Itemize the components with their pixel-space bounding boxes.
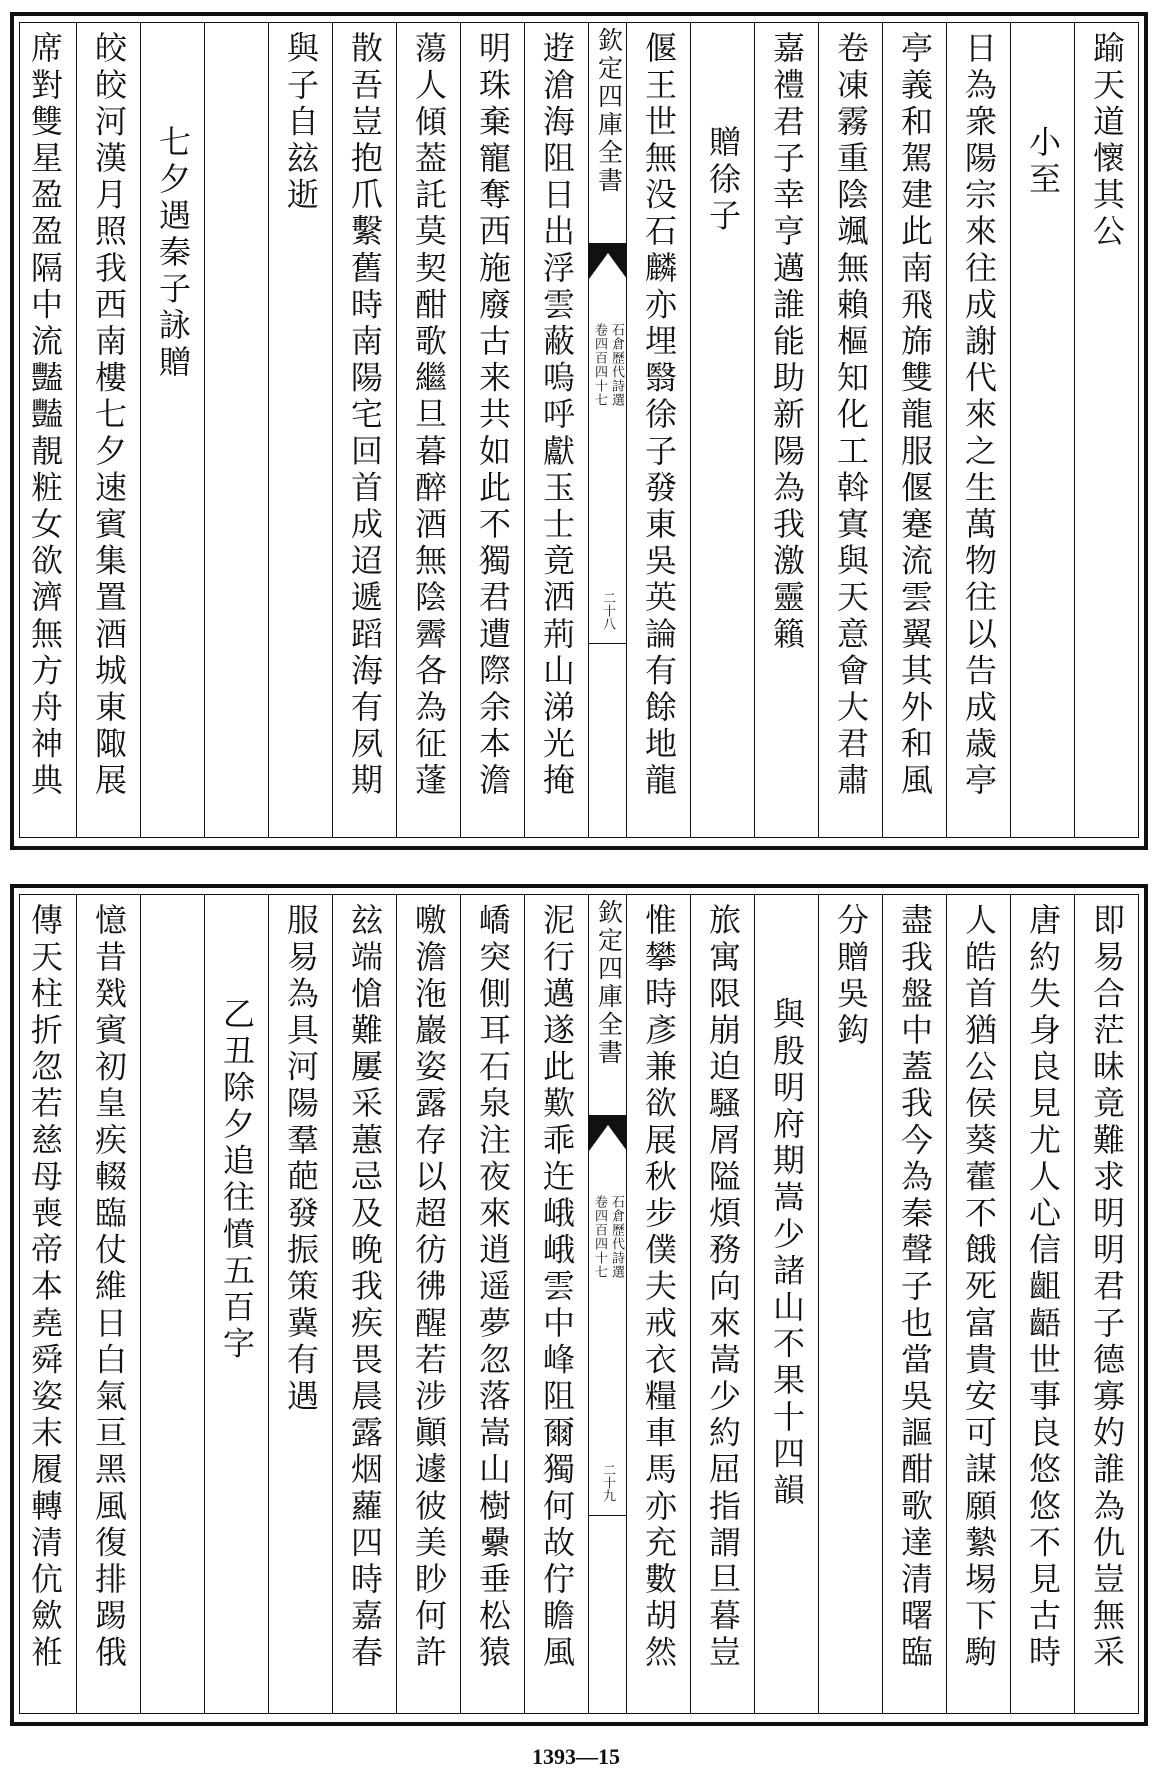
column-text: 七夕遇秦子詠贈 <box>154 125 192 382</box>
column-text: 偃王世無没石麟亦埋翳徐子發東吳英論有餘地龍 <box>640 31 678 800</box>
right-text-column <box>882 895 946 1713</box>
center-gutter <box>588 23 626 837</box>
column-text: 分贈吳鈎 <box>832 903 870 1050</box>
center-gutter <box>588 895 626 1713</box>
column-text: 嶠突側耳石泉注夜來逍遥夢忽落嵩山樹纍垂松猿 <box>474 903 512 1672</box>
left-text-column <box>524 895 588 1713</box>
left-text-column <box>204 23 268 837</box>
bottom-page <box>10 884 1148 1726</box>
column-text: 卷凍霧重陰颯無賴樞知化工斡寘與天意會大君肅 <box>832 31 870 800</box>
gutter-rule <box>589 643 626 644</box>
right-text-column <box>818 23 882 837</box>
leaf-number: 二十八 <box>600 591 615 630</box>
left-text-column <box>140 23 204 837</box>
gutter-banner: 欽定四庫全書 <box>594 27 624 195</box>
right-text-column <box>1074 23 1138 837</box>
column-text: 亭義和駕建此南飛旆雙龍服偃蹇流雲翼其外和風 <box>896 31 934 800</box>
column-text: 日為衆陽宗來往成謝代來之生萬物往以告成歳亭 <box>960 31 998 800</box>
left-text-column <box>268 895 332 1713</box>
right-text-column <box>626 23 690 837</box>
gutter-banner: 欽定四庫全書 <box>594 899 624 1067</box>
column-text: 憶昔戣賓初皇疾輟臨仗維日白氣亘黑風復排踢俄 <box>90 903 128 1672</box>
column-text: 傳天柱折忽若慈母喪帝本堯舜姿末履轉清伉歛袵 <box>26 903 64 1672</box>
top-page <box>10 12 1148 850</box>
column-text: 泥行邁遂此歎乖迕峨峨雲中峰阻爾獨何故佇瞻風 <box>538 903 576 1672</box>
right-text-column <box>754 23 818 837</box>
column-text: 蕩人傾葢託莫契酣歌繼旦暮醉酒無陰霽各為征蓬 <box>410 31 448 800</box>
column-text: 散吾豈抱爪繫舊時南陽宅回首成迢遞蹈海有夙期 <box>346 31 384 800</box>
right-text-column <box>690 23 754 837</box>
column-text: 噭澹沲巖姿露存以超彷彿醒若涉顚遽彼美眇何許 <box>410 903 448 1672</box>
left-text-column <box>12 23 76 837</box>
gutter-side-note: 石倉歷代詩選 <box>609 323 624 407</box>
top-page-inner-border <box>19 22 1139 838</box>
column-text: 盡我盤中蓋我今為秦聲子也當吳謳酣歌達清曙臨 <box>896 903 934 1672</box>
column-text: 踰天道懷其公 <box>1088 31 1126 251</box>
left-text-column <box>524 23 588 837</box>
column-text: 贈徐子 <box>704 125 742 235</box>
left-text-column <box>76 895 140 1713</box>
right-text-column <box>882 23 946 837</box>
left-text-column <box>396 895 460 1713</box>
column-text: 席對雙星盈盈隔中流豔豔靚粧女欲濟無方舟神典 <box>26 31 64 800</box>
left-text-column <box>204 895 268 1713</box>
fishtail-mark-icon <box>589 243 627 283</box>
column-text: 玆端愴難屢采蕙忌及晚我疾畏晨露烟蘿四時嘉春 <box>346 903 384 1672</box>
column-text: 服易為具河陽羣葩發振策冀有遇 <box>282 903 320 1416</box>
column-text: 與子自玆逝 <box>282 31 320 214</box>
column-text: 逰滄海阻日出浮雲蔽嗚呼獻玉士竟洒荊山涕光掩 <box>538 31 576 800</box>
column-text: 明珠棄寵奪西施廢古来共如此不獨君遭際余本澹 <box>474 31 512 800</box>
column-text: 旅寓限崩迫騷屑隘煩務向來嵩少約屈指謂旦暮豈 <box>704 903 742 1672</box>
left-text-column <box>332 23 396 837</box>
leaf-number: 二十九 <box>600 1463 615 1502</box>
column-text: 人皓首猶公侯葵藿不餓死富貴安可謀願縶埸下駒 <box>960 903 998 1672</box>
fishtail-mark-icon <box>589 1115 627 1155</box>
left-text-column <box>12 895 76 1713</box>
column-text: 小至 <box>1024 125 1062 199</box>
column-text: 即易合茫昧竟難求明明君子德寡妁誰為仇豈無采 <box>1088 903 1126 1672</box>
right-text-column <box>946 895 1010 1713</box>
left-text-column <box>140 895 204 1713</box>
left-text-column <box>460 23 524 837</box>
left-text-column <box>396 23 460 837</box>
right-text-column <box>818 895 882 1713</box>
column-text: 皎皎河漢月照我西南樓七夕速賓集置酒城東陬展 <box>90 31 128 800</box>
column-text: 惟攀時彥兼欲展秋步僕夫戒衣糧車馬亦充數胡然 <box>640 903 678 1672</box>
gutter-side-note: 卷四百四十七 <box>592 323 607 407</box>
right-text-column <box>754 895 818 1713</box>
gutter-rule <box>589 1515 626 1516</box>
gutter-side-note: 石倉歷代詩選 <box>609 1195 624 1279</box>
right-text-column <box>1010 895 1074 1713</box>
right-text-column <box>626 895 690 1713</box>
bottom-page-inner-border <box>19 894 1139 1714</box>
column-text: 與殷明府期嵩少諸山不果十四韻 <box>768 997 806 1510</box>
right-text-column <box>946 23 1010 837</box>
left-text-column <box>332 895 396 1713</box>
right-text-column <box>1074 895 1138 1713</box>
left-text-column <box>76 23 140 837</box>
column-text: 唐約失身良見尤人心信齟齬世事良悠悠不見古時 <box>1024 903 1062 1672</box>
left-text-column <box>268 23 332 837</box>
right-text-column <box>690 895 754 1713</box>
gutter-side-note: 卷四百四十七 <box>592 1195 607 1279</box>
column-text: 乙丑除夕追往憤五百字 <box>218 997 256 1363</box>
left-text-column <box>460 895 524 1713</box>
column-text: 嘉禮君子幸亨邁誰能助新陽為我激靈籟 <box>768 31 806 654</box>
page-number-footer: 1393—15 <box>532 1744 620 1769</box>
right-text-column <box>1010 23 1074 837</box>
